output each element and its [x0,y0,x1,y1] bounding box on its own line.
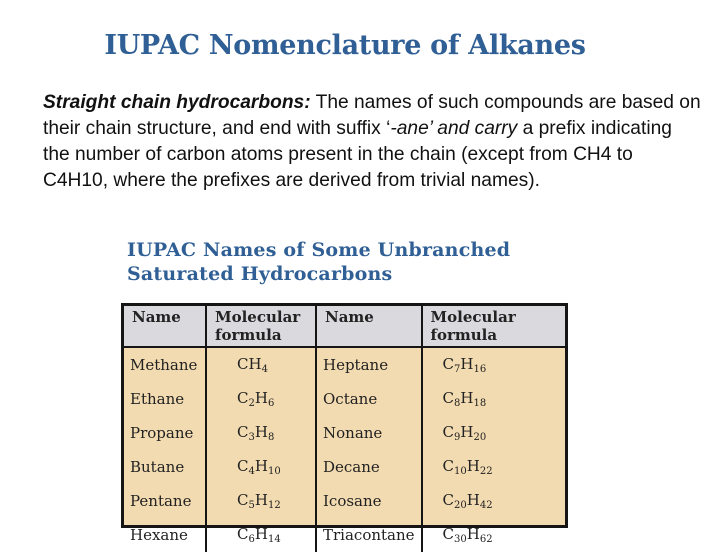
table-heading-line-2: Saturated Hydrocarbons [127,263,393,285]
alkane-name: Octane [316,382,422,416]
table-row [124,416,565,450]
paragraph-text-2: a prefix indicating the number of carbon atoms present in the chain (except from CH4 to C4H10, where the prefixes are derived from trivial names). [43,118,672,191]
molecular-formula: $C_4H_{10}$ [206,450,316,484]
molecular-formula: $C_{30}H_{62}$ [442,525,493,545]
molecular-formula: $C_{10}H_{22}$ [442,457,493,477]
paragraph-text-1: The names of such compounds are based on their chain structure, and end with suffix ‘ [43,92,701,139]
body-paragraph [43,90,703,194]
molecular-formula: $C_8H_{18}$ [442,389,487,409]
molecular-formula: $C_6H_{14}$ [206,518,316,552]
alkane-name: Icosane [316,484,422,518]
table-heading-line-1: IUPAC Names of Some Unbranched [127,239,511,261]
alkane-name: Decane [316,450,422,484]
header-formula-2: Molecular formula [422,306,565,347]
header-name-1: Name [124,306,206,347]
table-row [124,450,565,484]
molecular-formula: $C_7H_{16}$ [442,355,487,375]
molecular-formula: $C_5H_{12}$ [206,484,316,518]
alkane-name: Propane [124,416,206,450]
alkane-table-frame [121,303,568,545]
table-header-row [124,306,565,347]
table-row [124,518,565,552]
slide-title: IUPAC Nomenclature of Alkanes [104,30,586,61]
alkane-name: Pentane [124,484,206,518]
alkane-names-table [124,306,565,552]
alkane-name: Butane [124,450,206,484]
table-heading [127,238,607,286]
suffix-term: -ane’ and carry [390,118,518,139]
alkane-name: Ethane [124,382,206,416]
header-formula-1: Molecular formula [206,306,316,347]
alkane-name: Heptane [316,347,422,382]
header-name-2: Name [316,306,422,347]
lead-term: Straight chain hydrocarbons: [43,92,311,113]
table-row [124,382,565,416]
molecular-formula: $C_{20}H_{42}$ [442,491,493,511]
alkane-name: Methane [124,347,206,382]
molecular-formula: $C_3H_8$ [206,416,316,450]
alkane-name: Triacontane [316,518,422,552]
alkane-name: Hexane [124,518,206,552]
molecular-formula: $CH_4$ [206,347,316,382]
alkane-name: Nonane [316,416,422,450]
table-row [124,347,565,382]
molecular-formula: $C_9H_{20}$ [442,423,487,443]
molecular-formula: $C_2H_6$ [206,382,316,416]
table-row [124,484,565,518]
